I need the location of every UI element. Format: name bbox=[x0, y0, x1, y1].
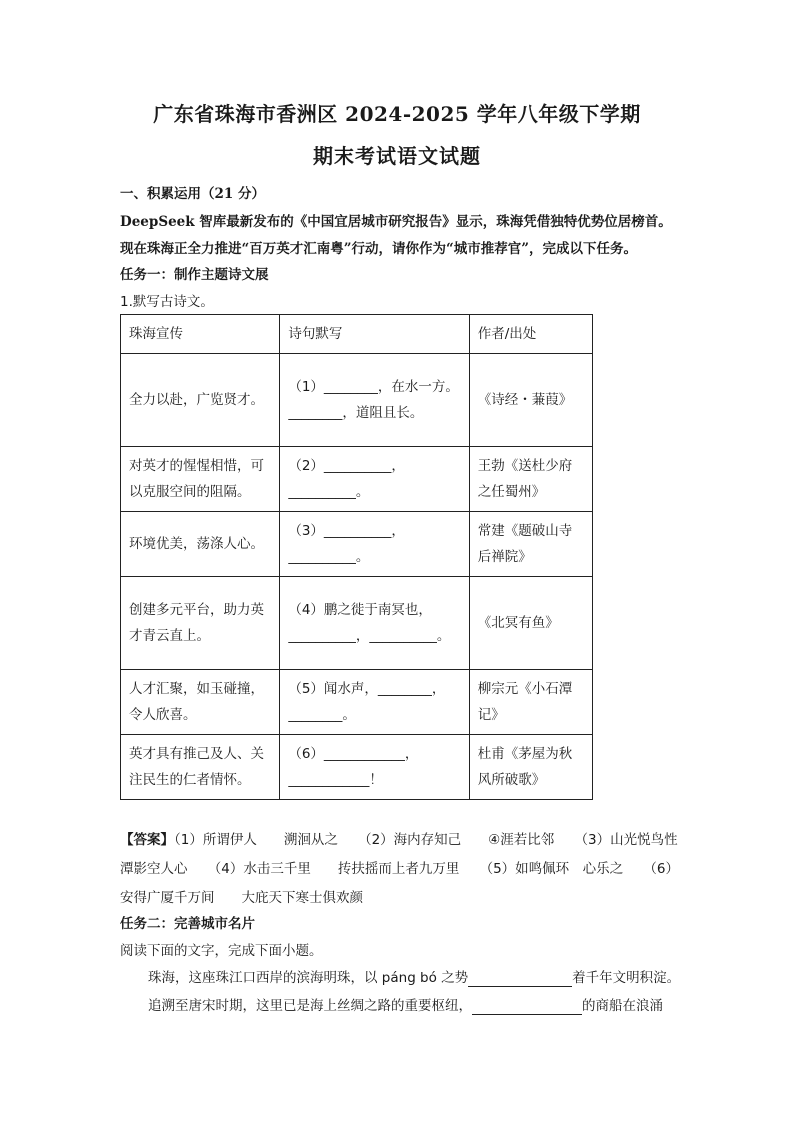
answer-text: （1）所谓伊人 溯洄从之 （2）海内存知己 ④涯若比邻 （3）山光悦鸟性 潭影空人心 （4）水击三千里 抟扶摇而上者九万里 （5）如鸣佩环 心乐之 （6）安得广厦千万间 大庇天下寒士俱欢颜 bbox=[120, 832, 705, 906]
poetry-table bbox=[120, 314, 593, 800]
promo-cell: 全力以赴，广览贤才。 bbox=[121, 354, 280, 447]
table-header-cell: 作者/出处 bbox=[469, 315, 592, 354]
verse-cell: （4）鹏之徙于南冥也，__________，__________。 bbox=[280, 577, 469, 670]
intro-line-1: DeepSeek 智库最新发布的《中国宜居城市研究报告》显示，珠海凭借独特优势位居榜首。 bbox=[120, 214, 672, 230]
paragraph-2 bbox=[148, 994, 663, 1015]
table-header-cell: 诗句默写 bbox=[280, 315, 469, 354]
source-cell: 《北冥有鱼》 bbox=[469, 577, 592, 670]
promo-cell: 英才具有推己及人、关注民生的仁者情怀。 bbox=[121, 735, 280, 800]
paragraph-1 bbox=[148, 966, 680, 987]
source-cell: 《诗经・蒹葭》 bbox=[469, 354, 592, 447]
fill-blank bbox=[472, 998, 582, 1015]
task2-heading: 任务二：完善城市名片 bbox=[120, 916, 255, 932]
table-row bbox=[121, 735, 593, 800]
table-row bbox=[121, 577, 593, 670]
table-row bbox=[121, 512, 593, 577]
verse-cell: （2）__________，__________。 bbox=[280, 447, 469, 512]
source-cell: 王勃《送杜少府之任蜀州》 bbox=[469, 447, 592, 512]
promo-cell: 创建多元平台，助力英才青云直上。 bbox=[121, 577, 280, 670]
answer-label: 【答案】 bbox=[120, 832, 174, 848]
table-header-row bbox=[121, 315, 593, 354]
promo-cell: 对英才的惺惺相惜，可以克服空间的阻隔。 bbox=[121, 447, 280, 512]
verse-cell: （6）____________，____________！ bbox=[280, 735, 469, 800]
paragraph-2-before: 追溯至唐宋时期，这里已是海上丝绸之路的重要枢纽， bbox=[148, 998, 472, 1014]
section-heading: 一、积累运用（21 分） bbox=[120, 186, 265, 202]
verse-cell: （1）________，在水一方。________，道阻且长。 bbox=[280, 354, 469, 447]
intro-line-2: 现在珠海正全力推进“百万英才汇南粤”行动，请你作为“城市推荐官”，完成以下任务。 bbox=[120, 241, 638, 257]
table-header-cell: 珠海宣传 bbox=[121, 315, 280, 354]
exam-title-line2: 期末考试语文试题 bbox=[313, 144, 481, 168]
promo-cell: 人才汇聚，如玉碰撞，令人欣喜。 bbox=[121, 670, 280, 735]
verse-cell: （5）闻水声，________，________。 bbox=[280, 670, 469, 735]
fill-blank bbox=[468, 970, 572, 987]
source-cell: 柳宗元《小石潭记》 bbox=[469, 670, 592, 735]
exam-title-line1: 广东省珠海市香洲区 2024-2025 学年八年级下学期 bbox=[153, 102, 641, 126]
promo-cell: 环境优美，荡涤人心。 bbox=[121, 512, 280, 577]
source-cell: 杜甫《茅屋为秋风所破歌》 bbox=[469, 735, 592, 800]
paragraph-1-before: 珠海，这座珠江口西岸的滨海明珠，以 páng bó 之势 bbox=[148, 970, 469, 986]
task1-heading: 任务一：制作主题诗文展 bbox=[120, 267, 269, 283]
verse-cell: （3）__________，__________。 bbox=[280, 512, 469, 577]
table-row bbox=[121, 670, 593, 735]
paragraph-2-after: 的商船在浪涌 bbox=[582, 998, 663, 1014]
answer-block bbox=[120, 826, 705, 913]
reading-instruction: 阅读下面的文字，完成下面小题。 bbox=[120, 943, 323, 959]
table-row bbox=[121, 354, 593, 447]
question-1: 1.默写古诗文。 bbox=[120, 294, 214, 310]
source-cell: 常建《题破山寺后禅院》 bbox=[469, 512, 592, 577]
table-row bbox=[121, 447, 593, 512]
paragraph-1-after: 着千年文明积淀。 bbox=[572, 970, 681, 986]
